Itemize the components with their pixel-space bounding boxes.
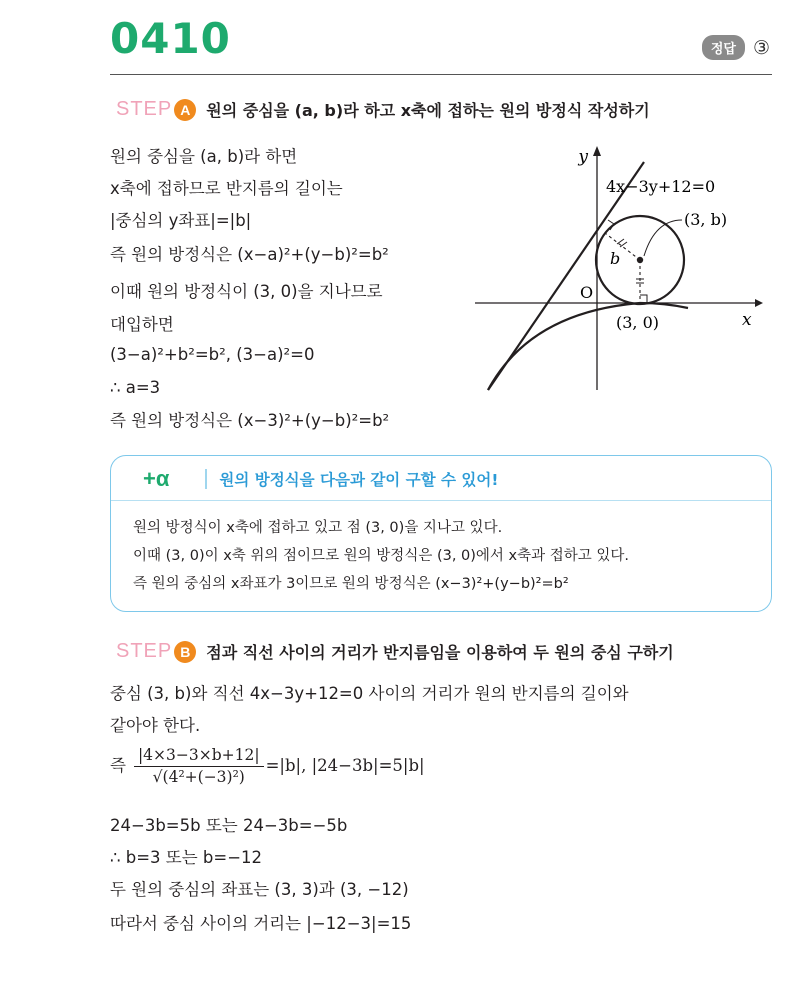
x-axis-arrow	[755, 299, 763, 307]
y-axis-label: y	[578, 147, 588, 167]
step-a-line-9: 즉 원의 방정식은 (x−3)²+(y−b)²=b²	[110, 411, 390, 430]
step-a-line-8: ∴ a=3	[110, 378, 161, 397]
tip-header	[143, 466, 498, 492]
equation-prefix: 즉	[110, 756, 126, 776]
step-a-line-1: 원의 중심을 (a, b)라 하면	[110, 147, 298, 166]
center-leader-line	[644, 220, 682, 256]
tick-mark-1	[617, 239, 624, 244]
step-b-line-2: 같아야 한다.	[110, 716, 201, 735]
distance-equation	[110, 746, 425, 786]
step-b-line-6: 두 원의 중심의 좌표는 (3, 3)과 (3, −12)	[110, 880, 409, 899]
right-angle-mark-axis	[640, 295, 647, 303]
step-a-line-3: |중심의 y좌표|=|b|	[110, 211, 252, 230]
problem-number: 0410	[110, 14, 231, 63]
step-a-line-7: (3−a)²+b²=b², (3−a)²=0	[110, 345, 315, 364]
answer-block	[702, 35, 770, 60]
step-b-line-4: 24−3b=5b 또는 24−3b=−5b	[110, 816, 348, 835]
distance-fraction	[134, 746, 264, 786]
center-label: (3, b)	[684, 210, 728, 229]
step-a-title: 원의 중심을 (a, b)라 하고 x축에 접하는 원의 방정식 작성하기	[206, 101, 650, 120]
radius-label: b	[610, 249, 621, 268]
header-divider	[110, 74, 772, 75]
step-b-badge: B	[174, 641, 196, 663]
tip-divider	[111, 500, 771, 501]
x-axis-label: x	[742, 310, 752, 330]
fraction-denominator: √(4²+(−3)²)	[152, 767, 245, 786]
step-b-word: STEP	[116, 640, 173, 662]
step-a-word: STEP	[116, 98, 173, 120]
answer-label: 정답	[702, 35, 745, 60]
y-axis-arrow	[593, 146, 601, 156]
step-b-title: 점과 직선 사이의 거리가 반지름임을 이용하여 두 원의 중심 구하기	[206, 643, 674, 662]
equation-rest: =|b|, |24−3b|=5|b|	[265, 756, 425, 776]
step-b-line-5: ∴ b=3 또는 b=−12	[110, 848, 263, 867]
tip-line-2: 이때 (3, 0)이 x축 위의 점이므로 원의 방정식은 (3, 0)에서 x축과 접하고 있다.	[133, 548, 630, 564]
fraction-numerator: |4×3−3×b+12|	[134, 746, 264, 767]
tip-box	[110, 455, 772, 612]
tip-title: 원의 방정식을 다음과 같이 구할 수 있어!	[219, 471, 499, 489]
step-a-line-4: 즉 원의 방정식은 (x−a)²+(y−b)²=b²	[110, 245, 389, 264]
step-a-line-2: x축에 접하므로 반지름의 길이는	[110, 179, 343, 198]
origin-label: O	[580, 283, 594, 302]
tangent-point-label: (3, 0)	[616, 313, 660, 332]
tip-separator	[205, 469, 207, 489]
tip-line-1: 원의 방정식이 x축에 접하고 있고 점 (3, 0)을 지나고 있다.	[133, 520, 503, 536]
step-a-line-5: 이때 원의 방정식이 (3, 0)을 지나므로	[110, 282, 383, 301]
step-b-line-7: 따라서 중심 사이의 거리는 |−12−3|=15	[110, 914, 412, 933]
answer-value: ③	[752, 36, 770, 59]
step-a-badge: A	[174, 99, 196, 121]
line-equation-label: 4x−3y+12=0	[606, 177, 716, 196]
step-b-line-1: 중심 (3, b)와 직선 4x−3y+12=0 사이의 거리가 원의 반지름의 길이와	[110, 684, 629, 703]
tick-mark-2	[620, 242, 627, 247]
circle-tangent-graph	[470, 140, 770, 400]
step-a-line-6: 대입하면	[110, 315, 174, 334]
step-b-heading	[116, 640, 674, 663]
tip-line-3: 즉 원의 중심의 x좌표가 3이므로 원의 방정식은 (x−3)²+(y−b)²=b²	[133, 576, 569, 592]
step-a-heading	[116, 98, 650, 121]
tip-tag: +α	[143, 466, 170, 491]
